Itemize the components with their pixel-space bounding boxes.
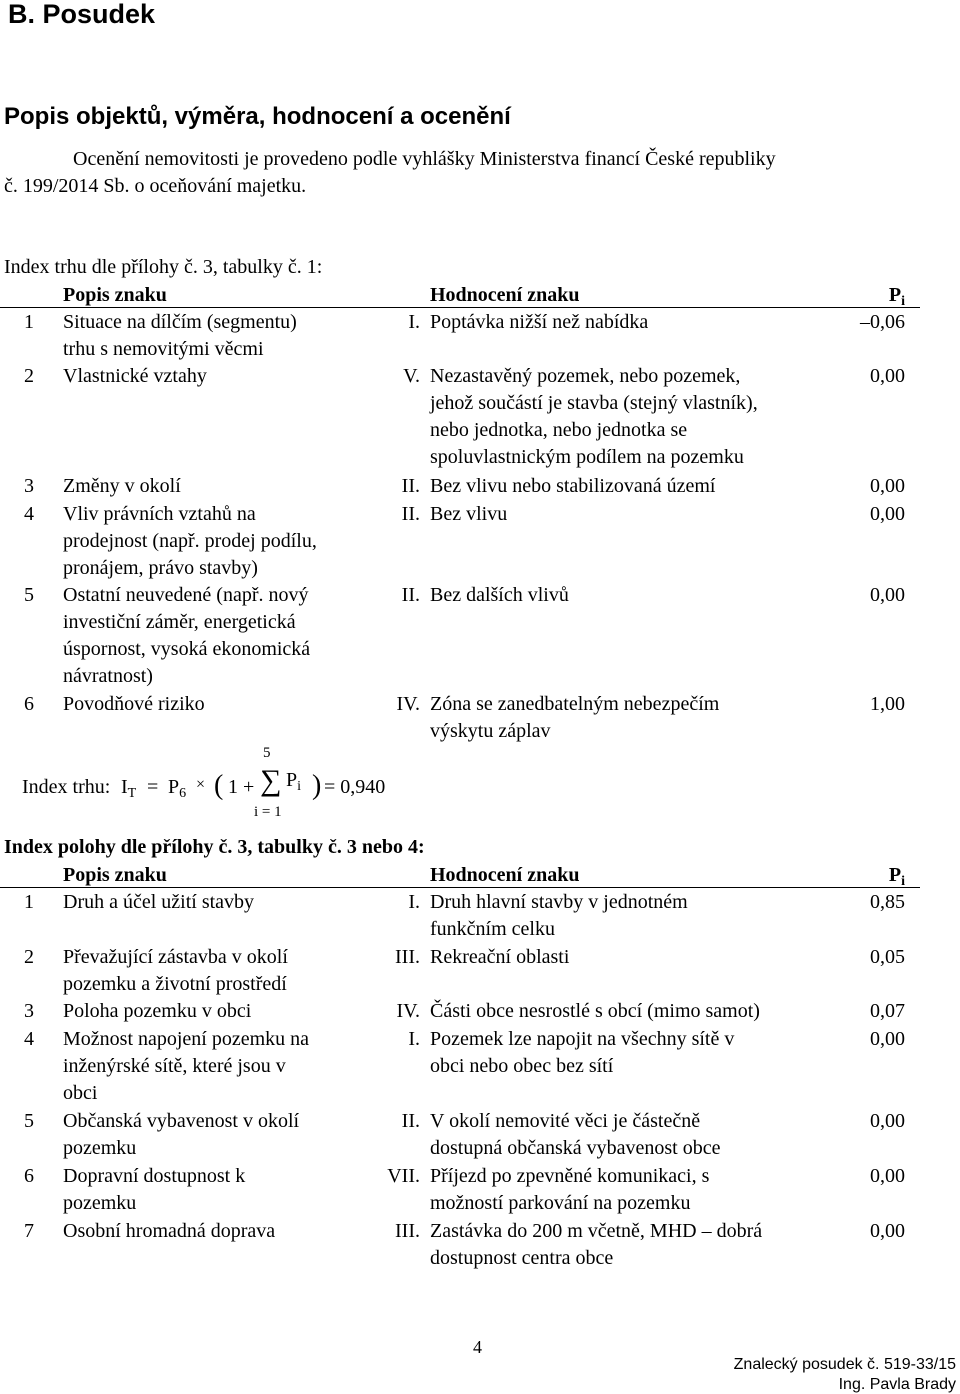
row-rating-level: III. [395, 946, 420, 968]
row-value: 0,00 [870, 1028, 905, 1050]
description-line: dostupnost centra obce [430, 1247, 614, 1269]
row-value: 1,00 [870, 693, 905, 715]
row-number: 1 [24, 891, 34, 913]
formula-sigma: ∑ [260, 764, 282, 797]
header-p: $P_i$ [888, 864, 905, 889]
criterion-line: pozemku a životní prostředí [63, 973, 287, 995]
criterion-line: Povodňové riziko [63, 693, 205, 715]
formula-sum-top: 5 [263, 745, 271, 761]
row-rating-description [430, 473, 840, 500]
row-number: 2 [24, 946, 34, 968]
row-criterion [63, 944, 383, 998]
description-line: spoluvlastnickým podílem na pozemku [430, 446, 744, 468]
row-rating-description [430, 889, 840, 943]
criterion-line: Změny v okolí [63, 475, 181, 497]
row-rating-level: II. [401, 1110, 420, 1132]
header-criterion: Popis znaku [63, 284, 167, 306]
row-rating-description [430, 1026, 840, 1080]
row-rating-description [430, 1218, 840, 1272]
criterion-line: pozemku [63, 1192, 137, 1214]
row-rating-description [430, 1108, 840, 1162]
description-line: Druh hlavní stavby v jednotném [430, 891, 688, 913]
row-criterion [63, 582, 383, 690]
row-rating-level: II. [401, 475, 420, 497]
row-criterion [63, 363, 383, 390]
description-line: možností parkování na pozemku [430, 1192, 691, 1214]
row-rating-level: III. [395, 1220, 420, 1242]
criterion-line: obci [63, 1082, 98, 1104]
criterion-line: Ostatní neuvedené (např. nový [63, 584, 309, 606]
row-rating-level: V. [403, 365, 420, 387]
formula-equals: = [147, 776, 159, 798]
formula-open-paren: ( [214, 770, 224, 801]
row-value: 0,85 [870, 891, 905, 913]
row-rating-level: IV. [396, 1000, 420, 1022]
formula-times: × [196, 776, 206, 793]
market-index-header-rule [0, 307, 920, 308]
formula-close-paren: ) [312, 770, 322, 801]
criterion-line: investiční záměr, energetická [63, 611, 296, 633]
section-title: B. Posudek [8, 0, 156, 29]
row-rating-level: I. [408, 891, 420, 913]
description-line: Zastávka do 200 m včetně, MHD – dobrá [430, 1220, 763, 1242]
row-criterion [63, 1218, 383, 1245]
criterion-line: trhu s nemovitými věcmi [63, 338, 264, 360]
header-p: $P_i$ [888, 284, 905, 309]
row-criterion [63, 1163, 383, 1217]
criterion-line: Situace na dílčím (segmentu) [63, 311, 297, 333]
criterion-line: pronájem, právo stavby) [63, 557, 258, 579]
row-rating-level: VII. [387, 1165, 420, 1187]
row-rating-level: II. [401, 584, 420, 606]
row-criterion [63, 1108, 383, 1162]
row-rating-level: IV. [396, 693, 420, 715]
description-line: Nezastavěný pozemek, nebo pozemek, [430, 365, 741, 387]
row-rating-description [430, 691, 840, 745]
criterion-line: Vlastnické vztahy [63, 365, 207, 387]
row-number: 7 [24, 1220, 34, 1242]
location-index-header-rule [0, 887, 920, 888]
description-line: Příjezd po zpevněné komunikaci, s [430, 1165, 710, 1187]
description-line: obci nebo obec bez sítí [430, 1055, 614, 1077]
row-rating-description [430, 582, 840, 609]
description-line: Části obce nesrostlé s obcí (mimo samot) [430, 1000, 760, 1022]
criterion-line: prodejnost (např. prodej podílu, [63, 530, 317, 552]
row-number: 6 [24, 1165, 34, 1187]
formula-p6: $P_6$ [168, 776, 187, 801]
market-index-title: Index trhu dle přílohy č. 3, tabulky č. 1: [4, 256, 323, 278]
row-number: 5 [24, 1110, 34, 1132]
row-criterion [63, 473, 383, 500]
row-value: 0,00 [870, 475, 905, 497]
row-value: 0,00 [870, 503, 905, 525]
row-criterion [63, 691, 383, 718]
criterion-line: Osobní hromadná doprava [63, 1220, 276, 1242]
row-number: 2 [24, 365, 34, 387]
criterion-line: Převažující zástavba v okolí [63, 946, 288, 968]
criterion-line: Dopravní dostupnost k [63, 1165, 246, 1187]
description-line: Bez dalších vlivů [430, 584, 569, 606]
header-criterion: Popis znaku [63, 864, 167, 886]
row-value: 0,00 [870, 1110, 905, 1132]
row-criterion [63, 889, 383, 916]
row-rating-description [430, 1163, 840, 1217]
description-line: Zóna se zanedbatelným nebezpečím [430, 693, 720, 715]
criterion-line: Vliv právních vztahů na [63, 503, 256, 525]
description-line: jehož součástí je stavba (stejný vlastník), [430, 392, 758, 414]
description-line: Poptávka nižší než nabídka [430, 311, 649, 333]
criterion-line: Možnost napojení pozemku na [63, 1028, 310, 1050]
formula-one-plus: 1 + [228, 776, 255, 798]
row-rating-description [430, 363, 840, 471]
row-value: 0,00 [870, 1165, 905, 1187]
criterion-line: návratnost) [63, 665, 153, 687]
page-heading: Popis objektů, výměra, hodnocení a ocenění [4, 103, 511, 130]
location-index-title: Index polohy dle přílohy č. 3, tabulky č. 3 nebo 4: [4, 836, 425, 858]
criterion-line: Druh a účel užití stavby [63, 891, 255, 913]
description-line: V okolí nemovité věci je částečně [430, 1110, 701, 1132]
row-criterion [63, 1026, 383, 1107]
row-rating-level: I. [408, 1028, 420, 1050]
row-rating-level: II. [401, 503, 420, 525]
row-rating-description [430, 998, 840, 1025]
row-number: 3 [24, 475, 34, 497]
row-value: 0,07 [870, 1000, 905, 1022]
row-number: 3 [24, 1000, 34, 1022]
header-rating: Hodnocení znaku [430, 864, 580, 886]
row-number: 6 [24, 693, 34, 715]
criterion-line: Poloha pozemku v obci [63, 1000, 252, 1022]
criterion-line: inženýrské sítě, které jsou v [63, 1055, 286, 1077]
row-rating-description [430, 309, 840, 336]
row-number: 5 [24, 584, 34, 606]
row-rating-description [430, 501, 840, 528]
row-number: 1 [24, 311, 34, 333]
page-number: 4 [473, 1337, 482, 1357]
row-criterion [63, 998, 383, 1025]
description-line: Bez vlivu [430, 503, 508, 525]
formula-symbol: $I_T$ [121, 776, 137, 801]
criterion-line: Občanská vybavenost v okolí [63, 1110, 300, 1132]
criterion-line: pozemku [63, 1137, 137, 1159]
row-criterion [63, 501, 383, 582]
row-number: 4 [24, 1028, 34, 1050]
description-line: Rekreační oblasti [430, 946, 570, 968]
row-value: –0,06 [860, 311, 905, 333]
row-value: 0,00 [870, 1220, 905, 1242]
header-rating: Hodnocení znaku [430, 284, 580, 306]
row-criterion [63, 309, 383, 363]
row-rating-description [430, 944, 840, 971]
row-value: 0,00 [870, 365, 905, 387]
intro-line-2: č. 199/2014 Sb. o oceňování majetku. [4, 175, 307, 197]
formula-result: = 0,940 [324, 776, 386, 798]
description-line: nebo jednotka, nebo jednotka se [430, 419, 688, 441]
row-number: 4 [24, 503, 34, 525]
row-rating-level: I. [408, 311, 420, 333]
formula-sum-bottom: i = 1 [254, 804, 282, 820]
formula-label: Index trhu: [22, 776, 111, 798]
description-line: funkčním celku [430, 918, 555, 940]
intro-line-1: Ocenění nemovitosti je provedeno podle vyhlášky Ministerstva financí České republiky [73, 148, 776, 170]
criterion-line: úspornost, vysoká ekonomická [63, 638, 311, 660]
description-line: výskytu záplav [430, 720, 551, 742]
footer-author: Ing. Pavla Brady [838, 1376, 956, 1393]
row-value: 0,00 [870, 584, 905, 606]
description-line: Bez vlivu nebo stabilizovaná území [430, 475, 716, 497]
footer-doc-ref: Znalecký posudek č. 519-33/15 [733, 1356, 956, 1373]
description-line: dostupná občanská vybavenost obce [430, 1137, 721, 1159]
formula-pi: $P_i$ [286, 769, 302, 794]
description-line: Pozemek lze napojit na všechny sítě v [430, 1028, 735, 1050]
row-value: 0,05 [870, 946, 905, 968]
